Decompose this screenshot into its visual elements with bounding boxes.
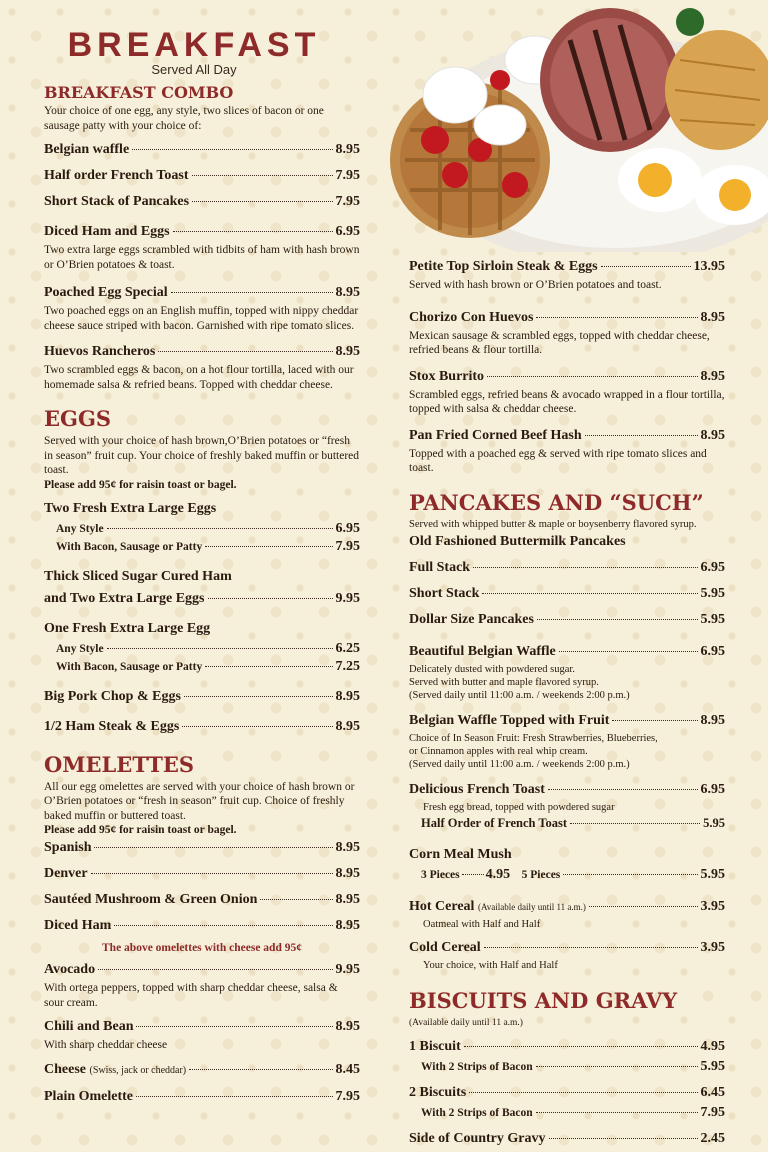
menu-item-heading [44,566,360,588]
menu-subitem [44,538,360,556]
item-label: Denver [44,866,88,881]
item-description: Your choice, with Half and Half [423,959,558,971]
item-label: Sautéed Mushroom & Green Onion [44,892,258,907]
menu-item [44,837,360,859]
item-price: 8.95 [335,918,360,933]
item-price: 9.95 [335,590,360,606]
item-label: Diced Ham and Eggs [44,224,170,239]
item-description: Mexican sausage & scrambled eggs, topped with cheddar cheese, refried beans & flour tortilla. [409,329,710,356]
item-label: Half order French Toast [44,168,189,183]
menu-subitem [409,1058,725,1076]
menu-item [44,221,360,243]
item-price: 7.95 [335,538,360,554]
item-price: 6.95 [335,520,360,536]
eggs-description: Served with your choice of hash brown,O’Brien potatoes or “fresh in season” fruit cup. Your choice of freshly baked muffin or buttered toast. [44,435,359,476]
item-label: Belgian Waffle Topped with Fruit [409,712,610,728]
item-description: Oatmeal with Half and Half [423,918,541,930]
menu-item [44,191,360,213]
item-price: 6.95 [700,643,725,659]
menu-subitem [409,814,725,832]
item-price: 2.45 [700,1130,725,1146]
left-column [44,82,360,1108]
page-subtitle: Served All Day [151,62,237,77]
item-price: 8.45 [335,1061,360,1077]
item-price: 6.25 [335,640,360,656]
item-label: With Bacon, Sausage or Patty [56,660,203,673]
item-label: Avocado [44,962,96,977]
item-label: 2 Biscuits [409,1084,467,1100]
item-label: Side of Country Gravy [409,1130,546,1146]
right-column [409,256,725,1150]
menu-item-heading [44,498,360,520]
item-price: 13.95 [693,259,725,274]
item-description: Served with butter and maple flavored syrup. [409,676,599,688]
item-label: Huevos Rancheros [44,344,156,359]
menu-item [409,1082,725,1104]
menu-item [409,366,725,388]
item-label: Poached Egg Special [44,285,168,300]
item-label: Two Fresh Extra Large Eggs [44,500,217,516]
biscuits-note: (Available daily until 11 a.m.) [409,1017,523,1028]
menu-item [44,1086,360,1108]
item-price: 7.95 [335,168,360,183]
item-label: Delicious French Toast [409,781,545,797]
item-label: Petite Top Sirloin Steak & Eggs [409,259,598,274]
item-label: With 2 Strips of Bacon [421,1060,533,1073]
menu-item [44,341,360,363]
menu-item [409,307,725,329]
item-price: 5.95 [700,611,725,627]
item-label: Half Order of French Toast [421,815,568,830]
item-price: 3.95 [700,898,725,914]
item-price: 6.45 [700,1084,725,1100]
menu-header [44,28,344,77]
omelettes-description: All our egg omelettes are served with your choice of hash brown or O’Brien potatoes or “fresh in season” fruit cup. Choice of freshly baked muffin or buttered toast. [44,780,355,822]
item-price: 8.95 [700,309,725,325]
item-description: Fresh egg bread, topped with powdered sugar [423,801,615,813]
menu-item [409,937,725,959]
menu-subitem [44,520,360,538]
item-description: Two poached eggs on an English muffin, topped with nippy cheddar cheese sauce striped with bacon. Garnished with ripe tomato slices. [44,305,359,332]
item-price: 5.95 [703,815,725,830]
item-description: Delicately dusted with powdered sugar. [409,663,575,675]
item-label: Thick Sliced Sugar Cured Ham [44,568,232,584]
breakfast-plate-photo [360,0,768,252]
item-price: 9.95 [335,962,360,977]
item-note: (Swiss, jack or cheddar) [89,1064,187,1076]
item-label: Big Pork Chop & Eggs [44,688,181,704]
menu-subitem [409,1104,725,1122]
item-price: 5.95 [700,866,725,882]
menu-item [409,641,725,663]
menu-item [44,282,360,304]
page-title: BREAKFAST [67,26,321,64]
item-label: 3 Pieces [421,868,460,881]
menu-item [44,889,360,911]
item-price: 8.95 [335,344,360,359]
item-label: Short Stack [409,585,480,601]
item-label: One Fresh Extra Large Egg [44,620,211,636]
item-label: Belgian waffle [44,142,130,157]
menu-item [44,959,360,981]
item-label: With Bacon, Sausage or Patty [56,540,203,553]
menu-item [44,686,360,708]
item-label: Dollar Size Pancakes [409,611,534,627]
menu-item [409,896,725,918]
item-price: 4.95 [485,866,511,882]
item-description: (Served daily until 11:00 a.m. / weekends 2:00 p.m.) [409,689,630,701]
item-label: Beautiful Belgian Waffle [409,643,556,659]
item-price: 7.95 [335,1088,360,1104]
item-price: 8.95 [700,712,725,728]
menu-item-heading [409,844,725,866]
item-description: Served with hash brown or O’Brien potatoes and toast. [409,279,662,291]
item-label: Corn Meal Mush [409,846,512,862]
item-price: 8.95 [335,840,360,855]
menu-item [44,863,360,885]
menu-item [44,165,360,187]
item-label: Chili and Bean [44,1019,134,1034]
item-price: 8.95 [335,718,360,734]
item-price: 6.95 [700,781,725,797]
menu-item [409,256,725,278]
item-label: Spanish [44,840,92,855]
item-price: 7.95 [335,194,360,209]
item-label: 1/2 Ham Steak & Eggs [44,718,180,734]
item-price: 3.95 [700,939,725,955]
item-label: 5 Pieces [521,868,561,881]
item-description: Two extra large eggs scrambled with tidbits of ham with hash brown or O’Brien potatoes & toast. [44,244,360,271]
item-description: Scrambled eggs, refried beans & avocado wrapped in a flour tortilla, topped with salsa & cheddar cheese. [409,388,725,415]
menu-item [44,588,360,610]
section-title-biscuits: BISCUITS AND GRAVY [409,987,678,1013]
menu-item [409,583,725,605]
item-label: Chorizo Con Huevos [409,309,534,325]
item-label: With 2 Strips of Bacon [421,1106,533,1119]
menu-subitem [44,658,360,676]
section-title-breakfast-combo: BREAKFAST COMBO [44,83,234,102]
item-label: Any Style [56,522,104,535]
item-description: Two scrambled eggs & bacon, on a hot flour tortilla, laced with our homemade salsa & refried beans. Topped with cheddar cheese. [44,364,354,391]
section-title-pancakes: PANCAKES AND “SUCH” [409,489,704,515]
item-note: (Available daily until 11 a.m.) [477,901,586,912]
item-price: 7.25 [335,658,360,674]
item-label: Plain Omelette [44,1088,134,1104]
menu-item [409,1128,725,1150]
item-description: With sharp cheddar cheese [44,1039,168,1051]
item-price: 8.95 [335,892,360,907]
menu-item [409,1036,725,1058]
item-price: 8.95 [700,368,725,384]
menu-item [44,716,360,738]
item-price: 6.95 [335,224,360,239]
item-description: or Cinnamon apples with real whip cream. [409,745,588,757]
menu-item [409,425,725,447]
item-label: Any Style [56,642,104,655]
menu-item-heading [44,618,360,640]
item-price: 8.95 [335,1019,360,1034]
item-label: Cheese [44,1061,86,1077]
item-description: Topped with a poached egg & served with ripe tomato slices and toast. [409,447,707,474]
item-description: (Served daily until 11:00 a.m. / weekends 2:00 p.m.) [409,758,630,770]
menu-item [44,1059,360,1082]
item-label: Pan Fried Corned Beef Hash [409,427,582,443]
item-price: 4.95 [700,1038,725,1054]
item-price: 8.95 [335,142,360,157]
menu-item [44,1016,360,1038]
item-price: 8.95 [700,427,725,443]
menu-item [44,139,360,161]
item-price: 5.95 [700,585,725,601]
menu-item [409,609,725,631]
item-label: Diced Ham [44,918,112,933]
menu-subitem [409,866,725,884]
section-title-eggs: EGGS [44,406,112,431]
cheese-note: The above omelettes with cheese add 95¢ [102,942,302,954]
item-price: 8.95 [335,688,360,704]
pancakes-subtitle: Old Fashioned Buttermilk Pancakes [409,533,626,549]
omelettes-note: Please add 95¢ for raisin toast or bagel. [44,824,237,836]
menu-subitem [44,640,360,658]
item-label: and Two Extra Large Eggs [44,590,205,606]
item-label: 1 Biscuit [409,1038,461,1054]
item-price: 5.95 [700,1058,725,1074]
menu-item [409,557,725,579]
menu-item [409,710,725,732]
item-label: Stox Burrito [409,368,485,384]
item-price: 6.95 [700,559,725,575]
item-label: Short Stack of Pancakes [44,194,190,209]
item-price: 7.95 [700,1104,725,1120]
section-title-omelettes: OMELETTES [44,751,194,777]
menu-item [409,779,725,801]
item-description: Choice of In Season Fruit: Fresh Strawberries, Blueberries, [409,732,658,744]
item-label: Cold Cereal [409,939,481,955]
item-description: With ortega peppers, topped with sharp cheddar cheese, salsa & sour cream. [44,982,338,1009]
item-price: 8.95 [335,866,360,881]
eggs-note: Please add 95¢ for raisin toast or bagel. [44,478,237,491]
item-price: 8.95 [335,285,360,300]
menu-item [44,915,360,937]
item-label: Hot Cereal [409,898,475,914]
combo-description: Your choice of one egg, any style, two slices of bacon or one sausage patty with your choice of: [44,105,324,132]
pancakes-description: Served with whipped butter & maple or boysenberry flavored syrup. [409,518,697,530]
item-label: Full Stack [409,559,471,575]
